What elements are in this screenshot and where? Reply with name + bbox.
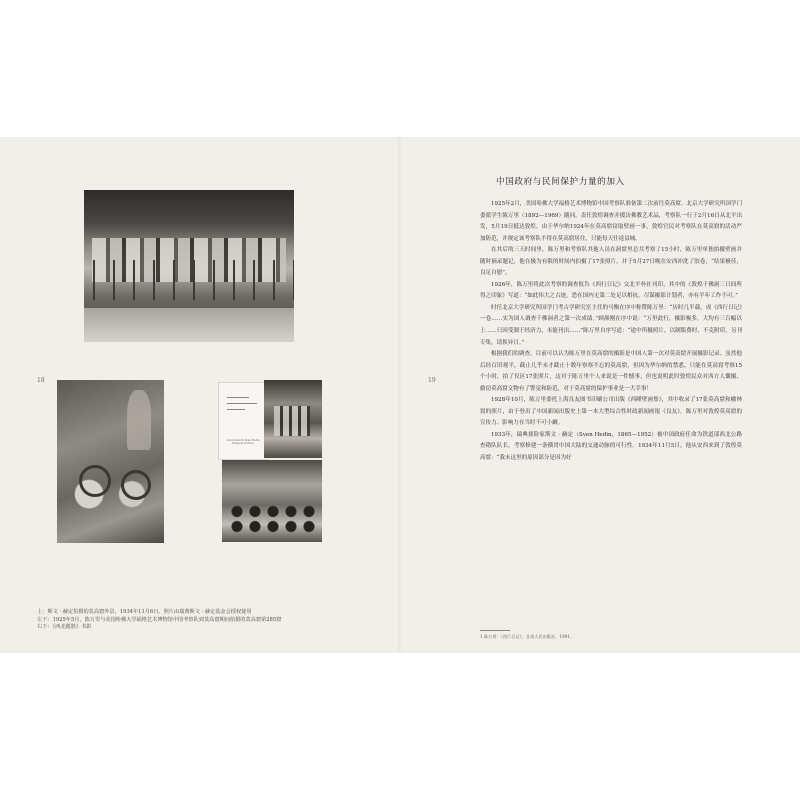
body-text [480, 199, 742, 465]
caption-line: 右下：《西北揽胜》书影 [37, 624, 92, 631]
paragraph: 1926年，陈万里将此次考察的调查报告《西行日记》交北平朴社刊印，其中的《敦煌千佛洞三日间所得之印象》写道：“如此伟大之古迹，恐在国内无第二处足以相抗，尽谋摄影计划者，亦有半年工作不可。” [480, 281, 742, 300]
paragraph: 1925年2月，美国哈佛大学福格艺术博物馆中国考察队准备第二次前往莫高窟。北京大学研究所国学门委派学生陈万里（1892—1969）随同，责任敦煌调查并援访佛教艺术品，考察队一行于2月16日从北平出发，5月19日抵达敦煌。由于华尔纳1924年在莫高窟窃取壁画一事，敦煌官民对考察队在莫高窟的活动严加防范，并规定该考察队不得在莫高窟居住，只能每天往返县城。 [480, 201, 742, 242]
page-number-right: 19 [428, 377, 436, 384]
card-title-line [227, 397, 249, 398]
footnote-rule [480, 630, 510, 631]
paragraph: 在其后的三天时间里，陈万里和考察队其他人员在洞窟里总共考察了15小时，陈万里单独拍摄壁画并随时摘录题记，他在极为有限的时间内拍摄了17张照片，并于5月27日晚在安西冲洗了胶卷，“结果极佳，良足自慰”。 [480, 247, 742, 277]
caption-line: 左下：1925年5月，陈万里与美国哈佛大学福格艺术博物馆中国考察队到莫高窟期间拍摄的莫高窟第285窟 [37, 616, 282, 623]
photo-cliff-grottoes [264, 380, 322, 458]
photo-cave-mural [57, 380, 164, 543]
card-title-line [227, 409, 245, 410]
trees [84, 260, 294, 300]
section-heading: 中国政府与民间保护力量的加入 [496, 177, 625, 187]
photo-mogao-exterior [84, 190, 294, 342]
mural-halo-left [79, 465, 111, 497]
paragraph: 1928年10月，陈万里委托上海良友图书印刷公司出版《西陲壁画集》，其中收录了17张莫高窟和榆林窟的照片，由于登出了中国新闻出版史上第一本大型综合性时政新闻画报《良友》，陈万里对敦煌莫高窟的宣传力、影响力在当时不可小觑。 [480, 397, 742, 427]
paragraph: 根据我们的调查，目前可以认为陈万里在莫高窟的摄影是中国人第一次对莫高窟开展摄影记录。虽然他后经百旧观半，截止几乎未才截止十数年察察不忘的莫高窟，但因为华尔纳的禁悉，只能在莫高窟考察15个小时，拍了仅区17张照片，这对于陈万里个人来说是一件憾事，但也说明此时敦煌民众对西方人囊摄、偷窃莫高窟文物有了警觉和防范，对于莫高窟的保护事业是一大幸事！ [480, 351, 742, 392]
card-text: Aurel Stein & Sven Hedin Museum Archive [226, 439, 260, 445]
book-cover-card [218, 382, 268, 460]
mural-halo-right [121, 470, 151, 500]
page-number-left: 18 [37, 377, 45, 384]
cave-holes [228, 504, 316, 534]
paragraph: 1933年，瑞典探险家斯文 · 赫定（Sven Hedin，1865—1952）被中国政府任命为铁道部西北公路查勘队队长，考察修建一条横贯中国大陆的交通动脉的可行性。1934年11月5日，他从安西来到了敦煌莫高窟：“我未这里的原因部分是因为好 [480, 431, 742, 462]
paragraph: 时任北京大学研究所国学门考古学研究室主任的马衡在序中称赞陈万里：“历时几半载，成《西行日记》一卷……实为国人调查千佛洞者之第一次成绩。”顾颉刚在序中说：“万里此行，摄影极多，大均有三百幅以上……只因受制于经济力，未能刊出……”陈万里自序写道：“途中所摄照片，以制版费时，不克附印，另刊专集，请俟异日。” [480, 304, 742, 346]
photo-cliff-caves [222, 460, 322, 542]
ground [84, 308, 294, 342]
grotto-openings [274, 406, 310, 436]
mural-figure [127, 390, 151, 450]
footnote: 1 陈万里：《西行日记》，甘肃人民出版社，1991。 [480, 634, 575, 639]
caption-line: 上：斯文 · 赫定拍摄的莫高窟外景，1934年11月6日，照片由瑞典斯文 · 赫定基金会授权使用 [37, 609, 252, 615]
card-title-line [227, 403, 257, 404]
book-gutter [398, 137, 402, 653]
photo-captions [37, 609, 367, 632]
